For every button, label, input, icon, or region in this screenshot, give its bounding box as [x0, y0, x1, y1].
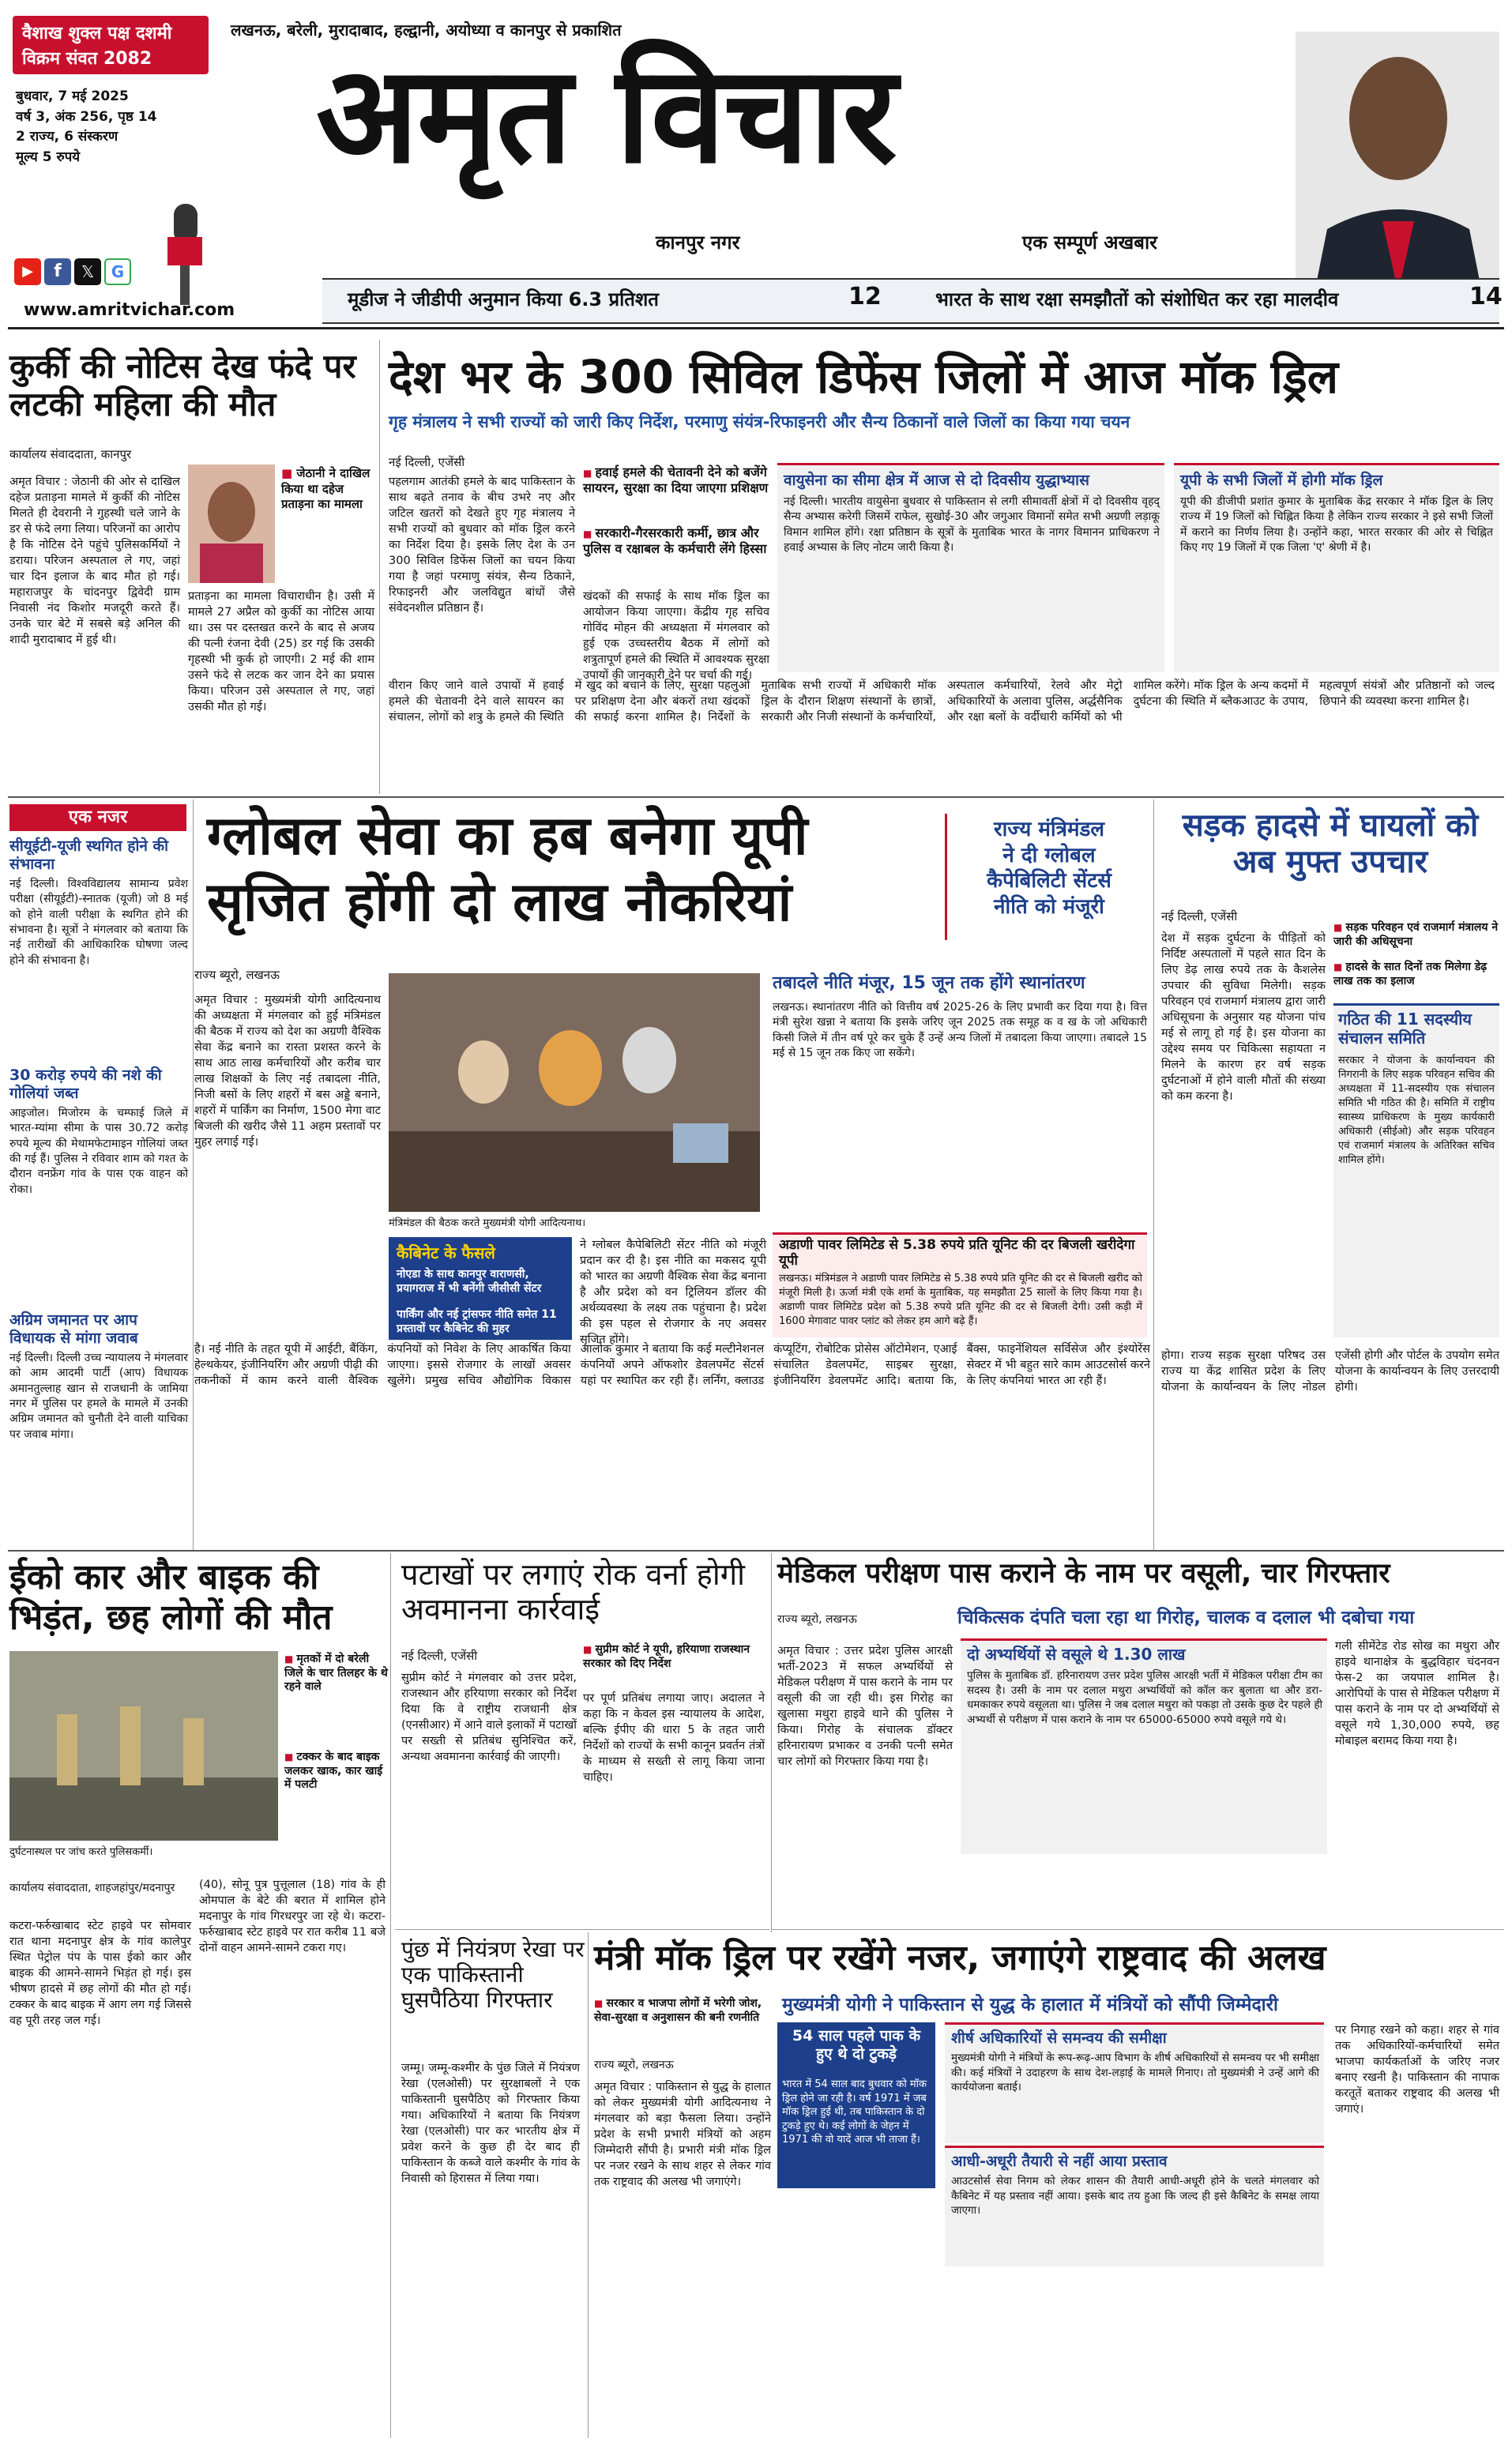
ek-nazar-title: एक नजर: [9, 804, 186, 831]
road-byline: नई दिल्ली, एजेंसी: [1161, 909, 1238, 923]
lead-main-bullet-2: ■ सरकारी-गैरसरकारी कर्मी, छात्र और पुलिस व रक्षाबल के कर्मचारी लेंगे हिस्सा: [583, 525, 773, 557]
road-headline: सड़क हादसे में घायलों को अब मुफ्त उपचार: [1182, 807, 1479, 880]
fire-byline: नई दिल्ली, एजेंसी: [401, 1649, 478, 1663]
medical-headline: मेडिकल परीक्षण पास कराने के नाम पर वसूली, चार गिरफ्तार: [777, 1558, 1390, 1589]
lead-left-byline: कार्यालय संवाददाता, कानपुर: [9, 447, 132, 461]
global-side-2: ने दी ग्लोबल: [1002, 843, 1096, 867]
mock-box-2-text: आउटसोर्स सेवा निगम को लेकर शासन की तैयारी आधी-अधूरी होने के चलते मंगलवार को कैबिनेट में यह प्रस्ताव नहीं आया। इसके बाद तय हुआ कि जल्द ही इसे कैबिनेट के समक्ष लाया जाएगा।: [951, 2175, 1319, 2217]
ek-nazar-t3: नई दिल्ली। दिल्ली उच्च न्यायालय ने मंगलवार को आम आदमी पार्टी (आप) विधायक अमानतुल्लाह खान से राजधानी के जामिया नगर में पुलिस पर हमले के मामले में उनकी अग्रिम जमानत को चुनौती देने वाली याचिका पर जवाब मांगा।: [9, 1352, 188, 1441]
volume: वर्ष 3, अंक 256, पृष्ठ 14: [16, 108, 157, 125]
masthead-rule: [8, 327, 1504, 329]
road-text-2: होगा। राज्य सड़क सुरक्षा परिषद उस राज्य या केंद्र शासित प्रदेश के लिए योजना के कार्यान्वयन के लिए नोडल एजेंसी होगी और पोर्टल के उपयोग समेत योजना के कार्यान्वयन के लिए उत्तरदायी होगी।: [1161, 1349, 1499, 1394]
lead-main-subhead: गृह मंत्रालय ने सभी राज्यों को जारी किए निर्देश, परमाणु संयंत्र-रिफाइनरी और सैन्य ठिकानों वाले जिलों का किया गया चयन: [389, 412, 1130, 431]
global-side-4: नीति को मंजूरी: [994, 894, 1104, 919]
eco-headline: ईको कार और बाइक की भिड़ंत, छह लोगों की मौत: [9, 1557, 333, 1638]
lead-box-2-title: यूपी के सभी जिलों में होगी मॉक ड्रिल: [1180, 472, 1383, 489]
mock-headline: मंत्री मॉक ड्रिल पर रखेंगे नजर, जगाएंगे राष्ट्रवाद की अलख: [594, 1938, 1326, 1978]
divider-v6: [588, 1932, 589, 2438]
teaser-1[interactable]: मूडीज ने जीडीपी अनुमान किया 6.3 प्रतिशत: [348, 288, 659, 310]
facebook-icon[interactable]: f: [44, 258, 71, 285]
global-side-3: कैपेबिलिटी सेंटर्स: [987, 869, 1111, 893]
mock-kicker-title: 54 साल पहले पाक के हुए थे दो टुकड़े: [792, 2027, 921, 2063]
global-side-divider: [945, 814, 947, 940]
road-text-1: देश में सड़क दुर्घटना के पीड़ितों को निर्दिष्ट अस्पतालों में पहले सात दिन के लिए डेढ़ लाख रुपये तक के कैशलेस उपचार की सुविधा मिलेगी। सड़क परिवहन एवं राजमार्ग मंत्रालय द्वारा जारी अधिसूचना के अनुसार यह योजना पांच मई से लागू हो गई है। इस योजना का उद्देश्य समय पर चिकित्सा सहायता न मिलने के कारण हर वर्ष सड़क दुर्घटनाओं में होने वाली मौतों की संख्या को कम करना है।: [1161, 932, 1326, 1103]
eco-bullet-2: ■ टक्कर के बाद बाइक जलकर खाक, कार खाई में पलटी: [284, 1751, 390, 1792]
ek-nazar-h1: सीयूईटी-यूजी स्थगित होने की संभावना: [9, 837, 169, 873]
divider-v3: [1153, 799, 1154, 1550]
date-line-1: वैशाख शुक्ल पक्ष दशमी: [22, 24, 172, 43]
ek-nazar-h3: अग्रिम जमानत पर आप विधायक से मांगा जवाब: [9, 1311, 138, 1347]
microphone-icon: [156, 197, 212, 308]
mock-box-1-text: मुख्यमंत्री योगी ने मंत्रियों के रूप-रूढ़-आप विभाग के शीर्ष अधिकारियों से समन्वय पर भी समीक्षा की। कई मंत्रियों ने उदाहरण के साथ देश-लड़ाई के मामले गिनाए। तो मुख्यमंत्री ने उन्हें आगे की कार्ययोजना बताई।: [951, 2052, 1319, 2094]
transfer-box-title: तबादले नीति मंजूर, 15 जून तक होंगे स्थानांतरण: [773, 973, 1085, 993]
lead-left-caption-text: जेठानी ने दाखिल किया था दहेज प्रताड़ना का मामला: [281, 466, 370, 511]
mock-box-2-title: आधी-अधूरी तैयारी से नहीं आया प्रस्ताव: [951, 2153, 1168, 2170]
tagline: एक सम्पूर्ण अखबार: [1022, 231, 1157, 254]
lead-main-headline: देश भर के 300 सिविल डिफेंस जिलों में आज मॉक ड्रिल: [389, 350, 1339, 404]
power-box-text: लखनऊ। मंत्रिमंडल ने अडाणी पावर लिमिटेड से 5.38 रुपये प्रति यूनिट की दर से बिजली खरीद को मंजूरी मिली है। ऊर्जा मंत्री एके शर्मा के मुताबिक, यह समझौता 25 सालों के लिए किया गया है। अडाणी पावर लिमिटेड प्रदेश को 5.38 रुपये प्रति यूनिट की दर से बिजली देगी। उसी कड़ी में 1600 मेगावाट पावर प्लांट को लेकर हम आगे बढ़े हैं।: [779, 1273, 1142, 1327]
x-icon[interactable]: 𝕏: [74, 258, 101, 285]
lead-left-caption: ■ जेठानी ने दाखिल किया था दहेज प्रताड़ना का मामला: [281, 466, 370, 511]
eco-bullet-1: ■ मृतकों में दो बरेली जिले के चार तिलहर के थे रहने वाले: [284, 1653, 390, 1695]
cabinet-box-title: कैबिनेट के फैसले: [397, 1243, 495, 1262]
medical-box-text: पुलिस के मुताबिक डॉ. हरिनारायण उत्तर प्रदेश पुलिस आरक्षी भर्ती में मेडिकल परीक्षा टीम का सदस्य है। उसी के नाम पर दलाल मथुरा अभ्यर्थियों को कॉल कर बुलाता था और डरा-धमकाकर रुपये वसूलता था। पुलिस ने जब दलाल मथुरा को पकड़ा तो उसके कुछ देर पहले ही अभ्यर्थी से परीक्षण में पास कराने के नाम पर 65000-65000 रुपये वसूले गये थे।: [967, 1669, 1322, 1726]
lead-main-text-2: खंदकों की सफाई के साथ मॉक ड्रिल का आयोजन किया जाएगा। केंद्रीय गृह सचिव गोविंद मोहन की अध्यक्षता में मंगलवार को हुई एक उच्चस्तरीय बैठक में लोगों को शत्रुतापूर्ण हमले की स्थिति में आवश्यक सुरक्षा उपायों की जानकारी देने पर चर्चा की गई।: [583, 590, 769, 682]
lead-left-photo: [188, 465, 275, 583]
ek-nazar-t1: नई दिल्ली। विश्वविद्यालय सामान्य प्रवेश परीक्षा (सीयूईटी)-स्नातक (यूजी) जो 8 मई को होने वाली परीक्षा के स्थगित होने की संभावना है। सूत्रों ने मंगलवार को बताया कि नई तारीखों की आधिकारिक घोषणा जल्द होने की संभावना है।: [9, 878, 188, 967]
mock-kicker-text: भारत में 54 साल बाद बुधवार को मॉक ड्रिल होने जा रही है। वर्ष 1971 में जब मॉक ड्रिल हुई थी, तब पाकिस्तान के दो टुकड़े हुए थे। कई लोगों के जेहन में 1971 की वो यादें आज भी ताजा हैं।: [782, 2078, 927, 2146]
divider-v1: [379, 340, 380, 794]
eco-byline: कार्यालय संवाददाता, शाहजहांपुर/मदनापुर: [9, 1882, 175, 1894]
teaser-2-page: 14: [1469, 283, 1503, 310]
fire-text-1: सुप्रीम कोर्ट ने मंगलवार को उत्तर प्रदेश, राजस्थान और हरियाणा सरकार को निर्देश दिया कि वे राष्ट्रीय राजधानी क्षेत्र (एनसीआर) में आने वाले इलाकों में पटाखों पर सख्ती से प्रतिबंध सुनिश्चित करें, अन्यथा अवमानना कार्रवाई की जाएगी।: [401, 1672, 577, 1763]
fire-headline: पटाखों पर लगाएं रोक वर्ना होगी अवमानना कार्रवाई: [401, 1557, 745, 1627]
cabinet-meeting-photo: [389, 973, 760, 1212]
newspaper-title: अमृत विचार: [316, 36, 896, 194]
divider-v2: [193, 799, 194, 1550]
weekday: बुधवार, 7 मई 2025: [16, 88, 129, 104]
ek-nazar-h2: 30 करोड़ रुपये की नशे की गोलियां जब्त: [9, 1066, 162, 1102]
eco-photo-caption: दुर्घटनास्थल पर जांच करते पुलिसकर्मी।: [9, 1846, 153, 1858]
road-box-text: सरकार ने योजना के कार्यान्वयन की निगरानी के लिए सड़क परिवहन सचिव की अध्यक्षता में 11-सदस्यीय एक संचालन समिति भी गठित की है। समिति में राष्ट्रीय स्वास्थ्य प्राधिकरण के मुख्य कार्यकारी अधिकारी (सीईओ) और सड़क परिवहन एवं राजमार्ग मंत्रालय के अतिरिक्त सचिव शामिल होंगे।: [1338, 1055, 1495, 1166]
teaser-1-page: 12: [848, 283, 882, 310]
mock-byline: राज्य ब्यूरो, लखनऊ: [594, 2059, 674, 2071]
lead-box-1-title: वायुसेना का सीमा क्षेत्र में आज से दो दिवसीय युद्धाभ्यास: [784, 472, 1089, 489]
masthead-portrait: [1296, 32, 1499, 308]
website[interactable]: www.amritvichar.com: [24, 300, 235, 320]
lead-box-2-text: यूपी की डीजीपी प्रशांत कुमार के मुताबिक केंद्र सरकार ने मॉक ड्रिल के लिए राज्य में 19 जिलों को चिह्नित किया है लेकिन राज्य सरकार ने इसे सभी जिलों में कराने का निर्णय लिया है। उन्होंने कहा, भारत सरकार की ओर से चिह्नित किए गए 19 जिलों में एक जिला 'ए' श्रेणी में है।: [1180, 495, 1493, 554]
issue-info: [16, 87, 156, 167]
google-icon[interactable]: G: [104, 258, 131, 285]
global-side-note: [956, 817, 1142, 920]
states: 2 राज्य, 6 संस्करण: [16, 129, 118, 145]
divider-h2: [8, 1550, 1504, 1552]
power-box-title: अडाणी पावर लिमिटेड से 5.38 रुपये प्रति यूनिट की दर बिजली खरीदेगा यूपी: [779, 1237, 1135, 1270]
ek-nazar-t2: आइजोल। मिजोरम के चम्फाई जिले में भारत-म्यांमा सीमा के पास 30.72 करोड़ रुपये मूल्य की मेथामफेटामाइन गोलियां जब्त की गई हैं। पुलिस ने रविवार शाम को गश्त के दौरान वनफ्रेंग गांव के पास एक वाहन को रोका।: [9, 1107, 188, 1196]
fire-bullet-1: ■ सुप्रीम कोर्ट ने यूपी, हरियाणा राजस्थान सरकार को दिए निर्देश: [583, 1643, 765, 1671]
medical-box-title: दो अभ्यर्थियों से वसूले थे 1.30 लाख: [967, 1645, 1186, 1664]
editions-line: लखनऊ, बरेली, मुरादाबाद, हल्द्वानी, अयोध्या व कानपुर से प्रकाशित: [231, 21, 622, 39]
lead-main-bullet-1: ■ हवाई हमले की चेतावनी देने को बजेंगे सायरन, सुरक्षा का दिया जाएगा प्रशिक्षण: [583, 465, 773, 496]
date-line-2: विक्रम संवत 2082: [22, 49, 152, 69]
transfer-box-text: लखनऊ। स्थानांतरण नीति को वित्तीय वर्ष 2025-26 के लिए प्रभावी कर दिया गया है। वित्त मंत्री सुरेश खन्ना ने बताया कि इसके जरिए जून 2025 तक समूह क व ख के जो अधिकारी किसी जिले में तीन वर्ष पूरे कर चुके हैं उन्हें अन्य जिलों में तबादला किया जाएगा। तबादले 15 मई से 15 जून तक किए जा सकेंगे।: [773, 1001, 1147, 1059]
lead-main-text-3: वीरान किए जाने वाले उपायों में हवाई हमले की चेतावनी देने वाले सायरन का संचालन, लोगों को शत्रु के हमले की स्थिति में खुद को बचाने के लिए, सुरक्षा पहलुओं पर प्रशिक्षण देना और बंकरों तथा खंदकों की सफाई करना शामिल है। निर्देशों के मुताबिक सभी राज्यों में अधिकारी मॉक ड्रिल के दौरान शिक्षण संस्थानों के छात्रों, सरकारी और निजी संस्थानों के कर्मचारियों, अस्पताल कर्मचारियों, रेलवे और मेट्रो अधिकारियों के अलावा पुलिस, अर्द्धसैनिक और रक्षा बलों के वर्दीधारी कर्मियों को भी शामिल करेंगे। मॉक ड्रिल के अन्य कदमों में दुर्घटना की स्थिति में ब्लैकआउट के उपाय, महत्वपूर्ण संयंत्रों और प्रतिष्ठानों को जल्द छिपाने की व्यवस्था करना शामिल है।: [389, 679, 1495, 724]
mock-subhead: मुख्यमंत्री योगी ने पाकिस्तान से युद्ध के हालात में मंत्रियों को सौंपी जिम्मेदारी: [782, 1995, 1278, 2015]
cabinet-box-2: पार्किंग और नई ट्रांसफर नीति समेत 11 प्रस्तावों पर कैबिनेट की मुहर: [397, 1308, 557, 1336]
lead-main-byline: नई दिल्ली, एजेंसी: [389, 455, 465, 469]
global-headline-2: सृजित होंगी दो लाख नौकरियां: [207, 871, 792, 934]
youtube-icon[interactable]: ▶: [14, 258, 41, 285]
medical-byline: राज्य ब्यूरो, लखनऊ: [777, 1613, 857, 1626]
medical-text-1: अमृत विचार : उत्तर प्रदेश पुलिस आरक्षी भर्ती-2023 में सफल अभ्यर्थियों से मेडिकल परीक्षण में पास कराने के नाम पर वसूली की जा रही थी। इस गिरोह का खुलासा मथुरा हाइवे थाने की पुलिस ने किया। गिरोह के संचालक डॉक्टर हरिनारायण प्रभाकर व उनकी पत्नी समेत चार लोगों को गिरफ्तार किया गया है।: [777, 1645, 953, 1768]
fire-text-2: पर पूर्ण प्रतिबंध लगाया जाए। अदालत ने कहा कि न केवल इस न्यायालय के आदेश, बल्कि ईपीए की धारा 5 के तहत जारी निर्देशों को राज्यों के सभी कानून प्रवर्तन तंत्रों के माध्यम से सख्ती से लागू किया जाना चाहिए।: [583, 1692, 765, 1784]
date-box: [13, 16, 209, 74]
global-byline: राज्य ब्यूरो, लखनऊ: [194, 968, 280, 982]
global-text-3: है। नई नीति के तहत यूपी में आईटी, बैंकिंग, हेल्थकेयर, इंजीनियरिंग और अग्रणी पीढ़ी की तकनीकों में काम करने वाली वैश्विक कंपनियों को निवेश के लिए आकर्षित किया जाएगा। इससे रोजगार के लाखों अवसर खुलेंगे। प्रमुख सचिव औद्योगिक विकास आलोक कुमार ने बताया कि कई मल्टीनेशनल कंपनियों अपने ऑफशोर डेवलपमेंट सेंटर्स यहां पर स्थापित कर रही हैं। लर्निंग, क्लाउड कंप्यूटिंग, रोबोटिक प्रोसेस ऑटोमेशन, एआई संचालित डेवलपमेंट, साइबर सुरक्षा, इंजीनियरिंग डेवलपमेंट आदि। बताया कि, बैंक्स, फाइनेंशियल सर्विसेज और इंश्योरेंस सेक्टर में भी बहुत सारे काम आउटसोर्स करने के लिए कंपनियां भारत आ रही हैं।: [194, 1343, 1150, 1387]
eco-text-2: (40), सोनू पुत्र पुत्तूलाल (18) गांव के ही ओमपाल के बेटे की बरात में शामिल होने मदनापुर के गांव गिरधरपुर जा रहे थे। कटरा-फर्रुखाबाद स्टेट हाइवे पर रात करीब 11 बजे दोनों वाहन आमने-सामने टकरा गए।: [199, 1879, 386, 1954]
cabinet-photo-caption: मंत्रिमंडल की बैठक करते मुख्यमंत्री योगी आदित्यनाथ।: [389, 1217, 586, 1229]
divider-h4: [771, 1929, 1504, 1930]
lead-left-headline: कुर्की की नोटिस देख फंदे पर लटकी महिला की मौत: [9, 347, 356, 424]
road-box-title: गठित की 11 सदस्यीय संचालन समिति: [1338, 1010, 1473, 1048]
mock-bullet-1: ■ सरकार व भाजपा लोगों में भरेगी जोश, सेवा-सुरक्षा व अनुशासन की बनी रणनीति: [594, 1997, 768, 2025]
global-side-1: राज्य मंत्रिमंडल: [993, 818, 1105, 841]
divider-v5: [771, 1553, 772, 1932]
price: मूल्य 5 रुपये: [16, 149, 81, 165]
global-headline-1: ग्लोबल सेवा का हब बनेगा यूपी: [207, 805, 808, 867]
divider-v4: [390, 1553, 391, 2438]
lead-main-text-1: पहलगाम आतंकी हमले के बाद पाकिस्तान के साथ बढ़ते तनाव के बीच उभरे नए और जटिल खतरों को देखते हुए गृह मंत्रालय ने सभी राज्यों को बुधवार को मॉक ड्रिल करने का निर्देश दिया है। इसके लिए देश के उन 300 सिविल डिफेंस जिलों का चयन किया गया है जहां परमाणु संयंत्र, सैन्य ठिकाने, रिफाइनरी और जलविद्युत बांधों जैसे संवेदनशील प्रतिष्ठान हैं।: [389, 476, 575, 615]
road-bullet-1: ■ सड़क परिवहन एवं राजमार्ग मंत्रालय ने जारी की अधिसूचना: [1333, 921, 1499, 949]
cabinet-box-1: नोएडा के साथ कानपुर वाराणसी, प्रयागराज में भी बनेंगी जीसीसी सेंटर: [397, 1268, 542, 1296]
social-icons: [14, 258, 131, 285]
medical-subhead: चिकित्सक दंपति चला रहा था गिरोह, चालक व दलाल भी दबोचा गया: [957, 1608, 1415, 1628]
mock-text-2: पर निगाह रखने को कहा। शहर से गांव तक अधिकारियों-कर्मचारियों समेत भाजपा कार्यकर्ताओं के जरिए नजर बनाए रखनी है। पाकिस्तान की नापाक करतूतें बताकर राष्ट्रवाद की अलख भी जगाएं।: [1335, 2024, 1499, 2116]
eco-text-1: कटरा-फर्रुखाबाद स्टेट हाइवे पर सोमवार रात थाना मदनापुर क्षेत्र के गांव कालेपुर स्थित पेट्रोल पंप के पास ईको कार और बाइक की आमने-सामने भिड़ंत हो गई। इस भीषण हादसे में छह लोगों की मौत हो गई। टक्कर के बाद बाइक में आग लग गई जिससे वह पूरी तरह जल गई।: [9, 1920, 191, 2027]
eco-photo: [9, 1651, 278, 1841]
lead-left-text-2: प्रताड़ना का मामला विचाराधीन है। उसी में मामले 27 अप्रैल को कुर्की का नोटिस आया था। उस पर दस्तखत करने के बाद से अजय की पत्नी रंजना देवी (25) डर गई कि उसकी गृहस्थी भी कुर्क हो जाएगी। 2 मई की शाम उसने फंदे से लटक कर जान देने का प्रयास किया। परिजन उसे अस्पताल ले गए, जहां उसकी मौत हो गई।: [188, 590, 374, 713]
divider-h3: [395, 1929, 769, 1930]
global-text-2: ने ग्लोबल कैपेबिलिटी सेंटर नीति को मंजूरी प्रदान कर दी है। इस नीति का मकसद यूपी को भारत का अग्रणी वैश्विक सेवा केंद्र बनाना है और प्रदेश को वन ट्रिलियन डॉलर की अर्थव्यवस्था के लक्ष्य तक पहुंचाना है। प्रदेश की इस पहल से रोजगार के नए अवसर सृजित होंगे।: [580, 1239, 766, 1346]
medical-text-2: गली सीमेंटेड रोड सोख का मथुरा और हाइवे थानाक्षेत्र के बुद्धविहार चंदनवन फेस-2 का जयपाल शामिल है। आरोपियों के पास से मेडिकल परीक्षण में पास कराने के नाम पर दो अभ्यर्थियों से वसूले गये 1,30,000 रुपये, छह मोबाइल बरामद किया गया है।: [1335, 1640, 1499, 1747]
lead-box-1-text: नई दिल्ली। भारतीय वायुसेना बुधवार से पाकिस्तान से लगी सीमावर्ती क्षेत्रों में दो दिवसीय वृहद् सैन्य अभ्यास करेगी जिसमें राफेल, सुखोई-30 और जगुआर विमानों समेत सभी अग्रणी लड़ाकू विमान शामिल होंगे। रक्षा प्रतिष्ठान के सूत्रों के मुताबिक भारत के नागर विमानन प्राधिकरण ने हवाई अभ्यास के लिए नोटम जारी किया है।: [784, 495, 1160, 554]
divider-h1: [8, 796, 1504, 798]
city: कानपुर नगर: [656, 231, 740, 254]
border-headline: पुंछ में नियंत्रण रेखा पर एक पाकिस्तानी घुसपैठिया गिरफ्तार: [401, 1936, 585, 2014]
lead-left-text-1: अमृत विचार : जेठानी की ओर से दाखिल दहेज प्रताड़ना मामले में कुर्की की नोटिस मिलते ही देवरानी ने गुहस्थी चले जाने के डर से फंदे लगा लिया। परिजनों का आरोप है कि नोटिस देने पहुंचे पुलिसकर्मियों ने डराया। परिजन अस्पताल ले गए, जहां चार दिन इलाज के बाद मौत हो गई। महाराजपुर के चांदनपुर द्विवेदी ग्राम निवासी नंद किशोर मजदूरी करते हैं। उनके चार बेटे में सबसे बड़े अनिल की शादी मुरादाबाद में हुई थी।: [9, 476, 180, 646]
mock-box-1-title: शीर्ष अधिकारियों से समन्वय की समीक्षा: [951, 2029, 1167, 2047]
road-bullet-2: ■ हादसे के सात दिनों तक मिलेगा डेढ़ लाख तक का इलाज: [1333, 961, 1499, 988]
mock-text-1: अमृत विचार : पाकिस्तान से युद्ध के हालात को लेकर मुख्यमंत्री योगी आदित्यनाथ ने मंगलवार को बड़ा फैसला लिया। उन्होंने प्रदेश के सभी प्रभारी मंत्रियों को अहम जिम्मेदारी सौंपी है। प्रभारी मंत्री मॉक ड्रिल पर नजर रखने के साथ शहर से लेकर गांव तक राष्ट्रवाद की अलख भी जगाएंगे।: [594, 2081, 771, 2188]
teaser-2[interactable]: भारत के साथ रक्षा समझौतों को संशोधित कर रहा मालदीव: [935, 288, 1339, 310]
global-text-1: अमृत विचार : मुख्यमंत्री योगी आदित्यनाथ की अध्यक्षता में मंगलवार को हुई मंत्रिमंडल की बैठक में राज्य को देश का अग्रणी वैश्विक सेवा केंद्र बनाने का रास्ता प्रशस्त करने के साथ आठ लाख कर्मचारियों और करीब चार लाख शिक्षकों के लिए नई तबादला नीति, निजी बसों के लिए शहरों में बस अड्डे बनाने, शहरों में पार्किंग का निर्माण, 1500 मेगा वाट बिजली की खरीद जैसे 11 अहम प्रस्तावों पर मुहर लगाई गई।: [194, 994, 381, 1149]
border-text: जम्मू। जम्मू-कश्मीर के पुंछ जिले में नियंत्रण रेखा (एलओसी) पर सुरक्षाबलों ने एक पाकिस्तानी घुसपैठिए को गिरफ्तार किया गया। अधिकारियों ने बताया कि नियंत्रण रेखा (एलओसी) पार कर भारतीय क्षेत्र में प्रवेश करने के कुछ ही देर बाद ही पाकिस्तान के कब्जे वाले कश्मीर के गांव के निवासी को हिरासत में लिया गया।: [401, 2062, 580, 2185]
